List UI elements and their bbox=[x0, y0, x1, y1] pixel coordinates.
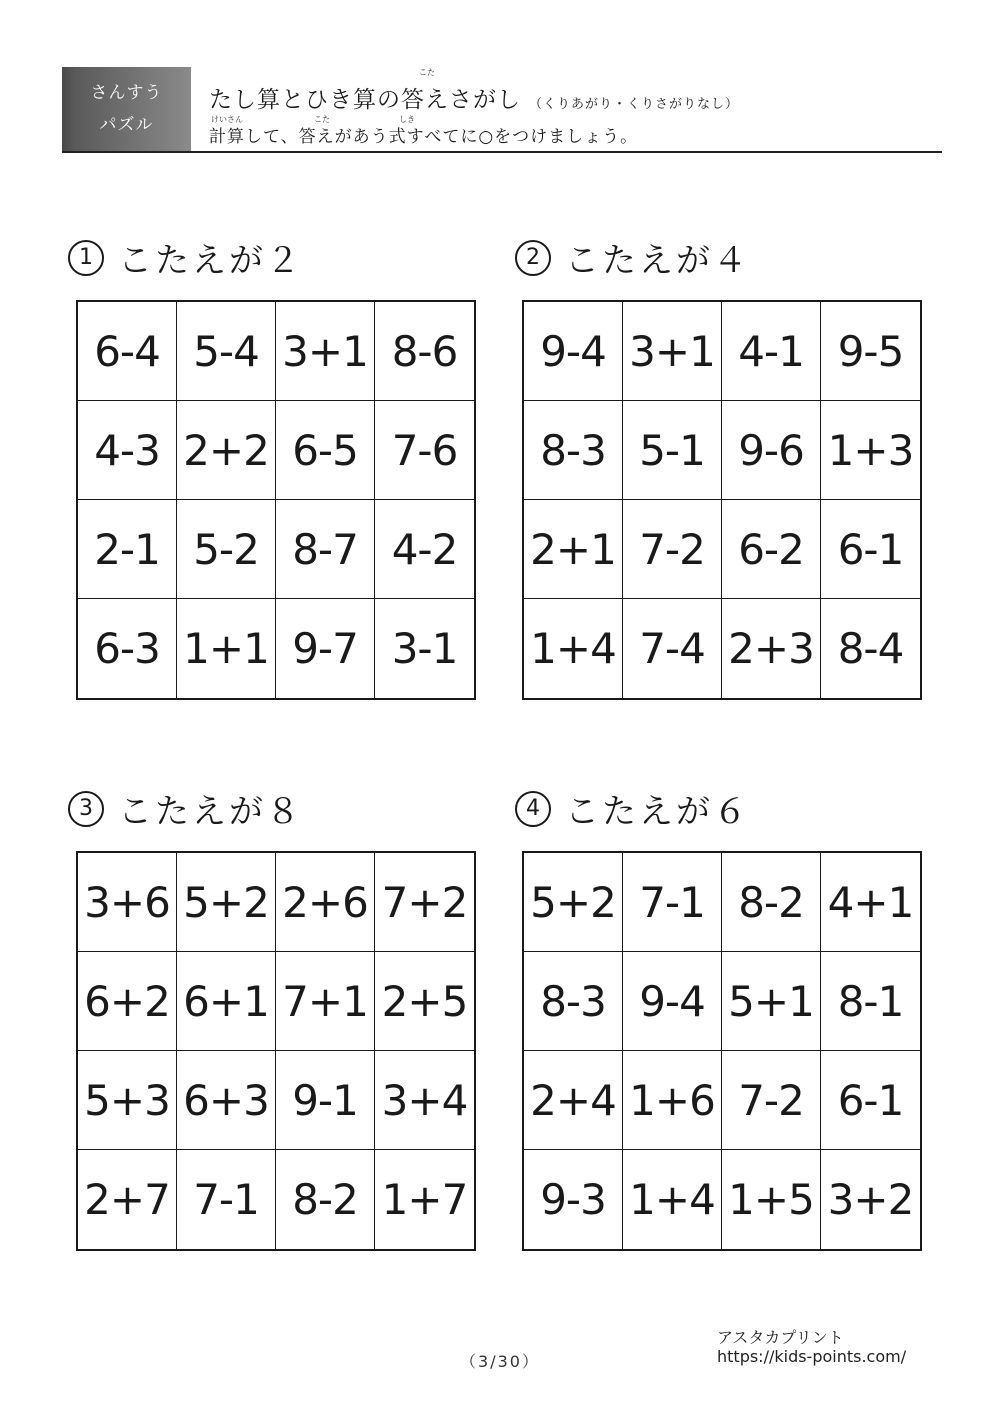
puzzle-2-label: こたえが４ bbox=[565, 241, 750, 281]
brand-name: アスタカプリント bbox=[717, 1328, 844, 1347]
equation-cell[interactable]: 8-1 bbox=[821, 952, 920, 1051]
equation-cell[interactable]: 2+5 bbox=[375, 952, 474, 1051]
equation-cell[interactable]: 2+7 bbox=[78, 1150, 177, 1249]
puzzle-4-label: こたえが６ bbox=[565, 792, 750, 832]
equation-cell[interactable]: 2+3 bbox=[722, 599, 821, 698]
equation-cell[interactable]: 9-5 bbox=[821, 302, 920, 401]
puzzle-3-number: 3 bbox=[68, 791, 104, 827]
puzzle-1-label: こたえが２ bbox=[118, 241, 303, 281]
equation-cell[interactable]: 8-7 bbox=[276, 500, 375, 599]
puzzle-1-title bbox=[68, 233, 303, 282]
equation-cell[interactable]: 3-1 bbox=[391, 624, 458, 673]
equation-cell[interactable]: 6-5 bbox=[276, 401, 375, 500]
puzzle-1-grid bbox=[76, 300, 476, 700]
header-divider bbox=[62, 151, 942, 153]
equation-cell[interactable]: 9-6 bbox=[722, 401, 821, 500]
badge-line1: さんすう bbox=[90, 83, 163, 103]
equation-cell[interactable]: 3+2 bbox=[827, 1175, 914, 1224]
equation-cell[interactable]: 6+2 bbox=[78, 952, 177, 1051]
equation-cell[interactable]: 7-2 bbox=[722, 1051, 821, 1150]
equation-cell[interactable]: 2+6 bbox=[276, 853, 375, 952]
equation-cell[interactable]: 9-7 bbox=[276, 599, 375, 698]
equation-cell[interactable]: 3+1 bbox=[276, 302, 375, 401]
worksheet-subtitle: （くりあがり・くりさがりなし） bbox=[529, 97, 740, 112]
equation-cell[interactable]: 6+1 bbox=[177, 952, 276, 1051]
equation-cell[interactable]: 8-3 bbox=[524, 401, 623, 500]
equation-cell[interactable]: 1+4 bbox=[623, 1150, 722, 1249]
puzzle-4-number: 4 bbox=[515, 791, 551, 827]
equation-cell[interactable]: 7+2 bbox=[375, 853, 474, 952]
puzzle-2-number: 2 bbox=[515, 240, 551, 276]
equation-cell[interactable]: 4+1 bbox=[821, 853, 920, 952]
site-url: https://kids-points.com/ bbox=[717, 1347, 907, 1366]
equation-cell[interactable]: 5+2 bbox=[524, 853, 623, 952]
equation-cell[interactable]: 1+7 bbox=[381, 1175, 468, 1224]
equation-cell[interactable]: 8-4 bbox=[837, 624, 904, 673]
equation-cell[interactable]: 5-4 bbox=[177, 302, 276, 401]
title-row bbox=[209, 81, 739, 114]
puzzle-2-grid bbox=[522, 300, 922, 700]
equation-cell[interactable]: 5-2 bbox=[177, 500, 276, 599]
puzzle-3-title bbox=[68, 784, 303, 833]
equation-cell[interactable]: 1+4 bbox=[524, 599, 623, 698]
equation-cell[interactable]: 5-1 bbox=[623, 401, 722, 500]
instruction-furigana-2: こた bbox=[314, 115, 330, 124]
equation-cell[interactable]: 6-2 bbox=[722, 500, 821, 599]
equation-cell[interactable]: 5+1 bbox=[722, 952, 821, 1051]
badge-line2: パズル bbox=[99, 115, 154, 135]
equation-cell[interactable]: 8-2 bbox=[722, 853, 821, 952]
equation-cell[interactable]: 5+3 bbox=[78, 1051, 177, 1150]
equation-cell[interactable]: 7-4 bbox=[623, 599, 722, 698]
instruction-furigana-1: けいさん bbox=[211, 115, 243, 124]
worksheet-header bbox=[62, 67, 942, 153]
puzzle-2-title bbox=[515, 233, 750, 282]
equation-cell[interactable]: 4-2 bbox=[375, 500, 474, 599]
equation-cell[interactable]: 7-1 bbox=[177, 1150, 276, 1249]
equation-cell[interactable]: 9-1 bbox=[276, 1051, 375, 1150]
puzzle-4-grid bbox=[522, 851, 922, 1251]
equation-cell[interactable]: 3+4 bbox=[375, 1051, 474, 1150]
equation-cell[interactable]: 2+4 bbox=[524, 1051, 623, 1150]
equation-cell[interactable]: 7-2 bbox=[623, 500, 722, 599]
equation-cell[interactable]: 8-3 bbox=[524, 952, 623, 1051]
equation-cell[interactable]: 6-1 bbox=[821, 500, 920, 599]
equation-cell[interactable]: 6-3 bbox=[78, 599, 177, 698]
worksheet-title: たし算とひき算の答えさがし bbox=[209, 87, 521, 113]
equation-cell[interactable]: 9-4 bbox=[524, 302, 623, 401]
equation-cell[interactable]: 8-6 bbox=[375, 302, 474, 401]
equation-cell[interactable]: 3+1 bbox=[623, 302, 722, 401]
worksheet-instruction: 計算して、答えがあう式すべてに○をつけましょう。 bbox=[209, 127, 639, 147]
equation-cell[interactable]: 7-6 bbox=[375, 401, 474, 500]
equation-cell[interactable]: 2+2 bbox=[177, 401, 276, 500]
equation-cell[interactable]: 7-1 bbox=[623, 853, 722, 952]
category-badge bbox=[62, 67, 191, 151]
puzzle-1-number: 1 bbox=[68, 240, 104, 276]
equation-cell[interactable]: 4-1 bbox=[722, 302, 821, 401]
equation-cell[interactable]: 3+6 bbox=[78, 853, 177, 952]
equation-cell[interactable]: 1+5 bbox=[722, 1150, 821, 1249]
equation-cell[interactable]: 2-1 bbox=[78, 500, 177, 599]
puzzle-4-title bbox=[515, 784, 750, 833]
title-furigana: こた bbox=[419, 68, 435, 77]
equation-cell[interactable]: 7+1 bbox=[276, 952, 375, 1051]
equation-cell[interactable]: 1+3 bbox=[821, 401, 920, 500]
equation-cell[interactable]: 4-3 bbox=[78, 401, 177, 500]
equation-cell[interactable]: 1+1 bbox=[177, 599, 276, 698]
equation-cell[interactable]: 9-3 bbox=[524, 1150, 623, 1249]
instruction-furigana-3: しき bbox=[399, 115, 415, 124]
puzzle-3-grid bbox=[76, 851, 476, 1251]
equation-cell[interactable]: 6-1 bbox=[821, 1051, 920, 1150]
page-number: （3/30） bbox=[460, 1352, 540, 1371]
equation-cell[interactable]: 6+3 bbox=[177, 1051, 276, 1150]
equation-cell[interactable]: 9-4 bbox=[623, 952, 722, 1051]
equation-cell[interactable]: 8-2 bbox=[276, 1150, 375, 1249]
equation-cell[interactable]: 2+1 bbox=[524, 500, 623, 599]
equation-cell[interactable]: 1+6 bbox=[623, 1051, 722, 1150]
puzzle-3-label: こたえが８ bbox=[118, 792, 303, 832]
equation-cell[interactable]: 5+2 bbox=[177, 853, 276, 952]
equation-cell[interactable]: 6-4 bbox=[78, 302, 177, 401]
